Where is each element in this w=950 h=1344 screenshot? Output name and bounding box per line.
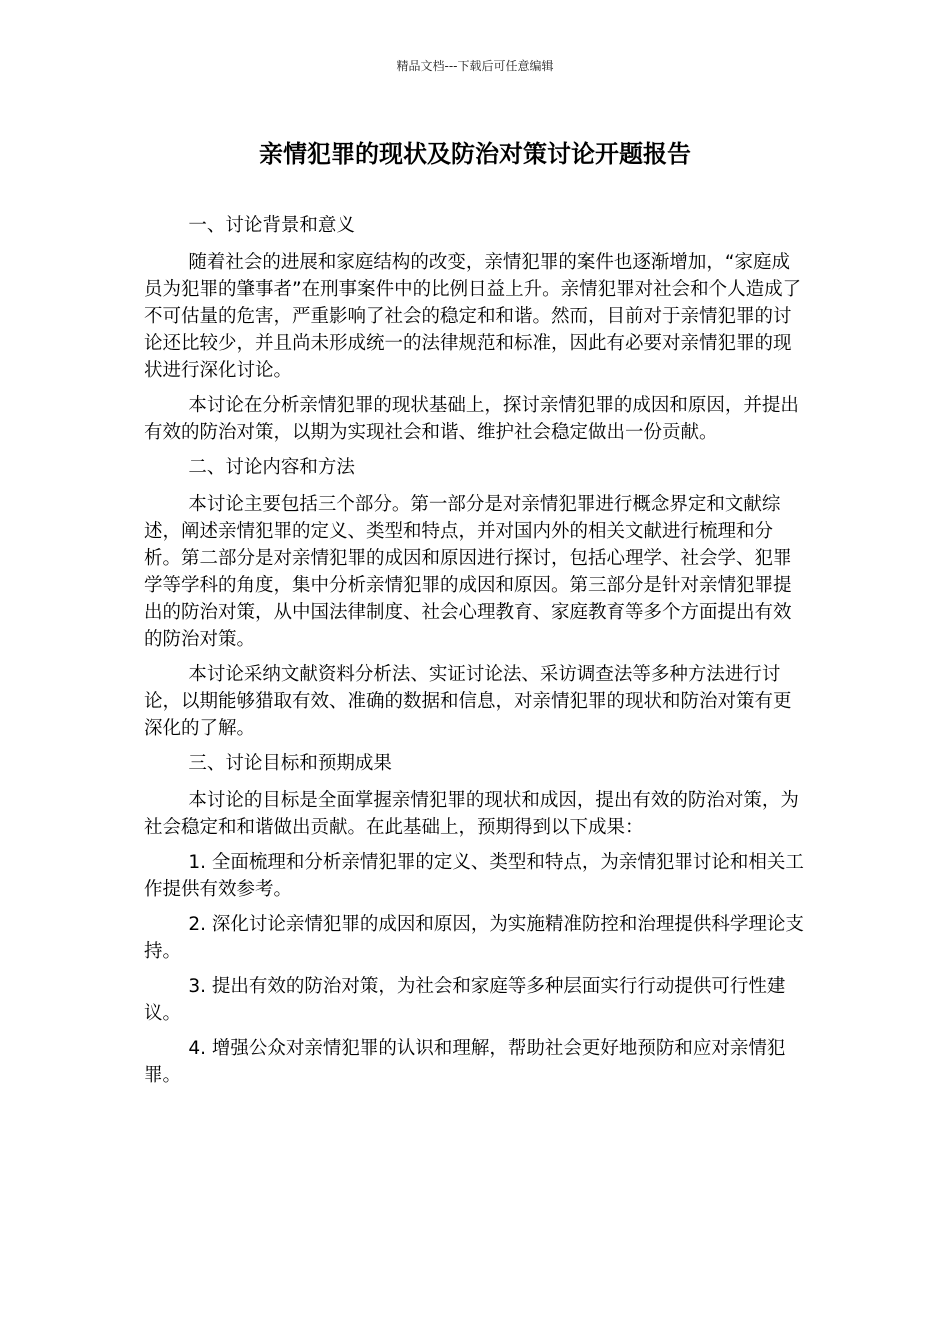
header-watermark: 精品文档---下载后可任意编辑 [396,59,554,73]
paragraph: 本讨论采纳文献资料分析法、实证讨论法、采访调查法等多种方法进行讨论，以期能够猎取有效、准确的数据和信息，对亲情犯罪的现状和防治对策有更深化的了解。 [144,664,792,739]
paragraph: 随着社会的进展和家庭结构的改变，亲情犯罪的案件也逐渐增加，“家庭成员为犯罪的肇事者”在刑事案件中的比例日益上升。亲情犯罪对社会和个人造成了不可估量的危害，严重影响了社会的稳定和和谐。然而，目前对于亲情犯罪的讨论还比较少，并且尚未形成统一的法律规范和标准，因此有必要对亲情犯罪的现状进行深化讨论。 [144,252,802,381]
document-title: 亲情犯罪的现状及防治对策讨论开题报告 [259,140,691,168]
paragraph: 本讨论的目标是全面掌握亲情犯罪的现状和成因，提出有效的防治对策，为社会稳定和和谐做出贡献。在此基础上，预期得到以下成果： [144,790,799,838]
paragraph: 本讨论主要包括三个部分。第一部分是对亲情犯罪进行概念界定和文献综述，阐述亲情犯罪的定义、类型和特点，并对国内外的相关文献进行梳理和分析。第二部分是对亲情犯罪的成因和原因进行探讨，包括心理学、社会学、犯罪学等学科的角度，集中分析亲情犯罪的成因和原因。第三部分是针对亲情犯罪提出的防治对策，从中国法律制度、社会心理教育、家庭教育等多个方面提出有效的防治对策。 [144,494,792,650]
document-body [144,212,804,1097]
section-heading: 一、讨论背景和意义 [188,215,355,236]
section-heading: 三、讨论目标和预期成果 [188,753,392,774]
list-item: 4. 增强公众对亲情犯罪的认识和理解，帮助社会更好地预防和应对亲情犯罪。 [144,1038,786,1086]
paragraph: 本讨论在分析亲情犯罪的现状基础上，探讨亲情犯罪的成因和原因，并提出有效的防治对策，以期为实现社会和谐、维护社会稳定做出一份贡献。 [144,395,799,443]
section-heading: 二、讨论内容和方法 [188,457,355,478]
list-item: 1. 全面梳理和分析亲情犯罪的定义、类型和特点，为亲情犯罪讨论和相关工作提供有效参考。 [144,852,804,900]
list-item: 2. 深化讨论亲情犯罪的成因和原因，为实施精准防控和治理提供科学理论支持。 [144,914,804,962]
list-item: 3. 提出有效的防治对策，为社会和家庭等多种层面实行行动提供可行性建议。 [144,976,786,1024]
